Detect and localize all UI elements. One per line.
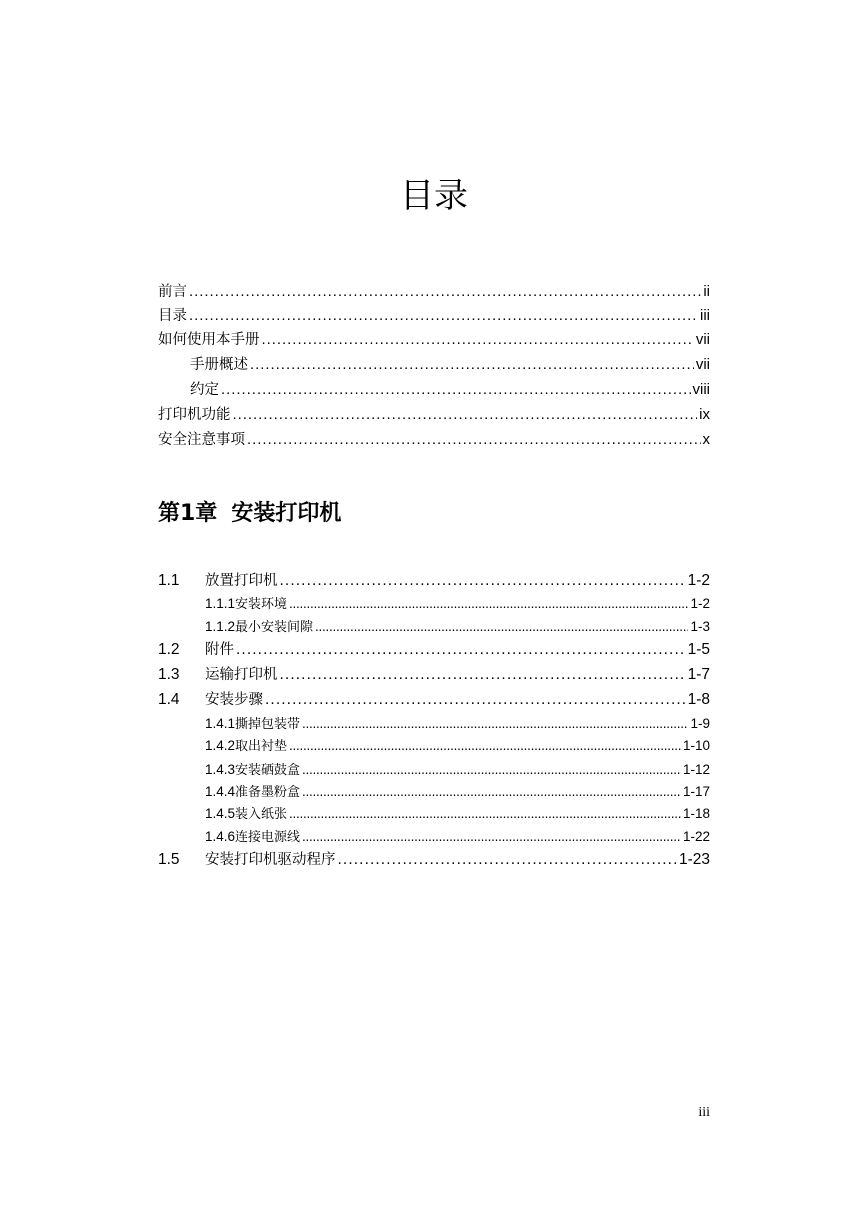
subsection-page: 1-18 — [682, 806, 710, 821]
subsection-label: 装入纸张 — [235, 807, 288, 822]
subsection-label: 安装硒鼓盒 — [235, 763, 301, 778]
dot-leader — [236, 641, 686, 659]
toc-entry-page: ix — [699, 406, 710, 423]
subsection-page: 1-2 — [690, 596, 710, 611]
subsection-page: 1-9 — [690, 716, 710, 731]
toc-entry[interactable] — [158, 428, 710, 449]
footer-page-number: iii — [698, 1105, 710, 1120]
toc-entry-label: 打印机功能 — [158, 407, 231, 423]
toc-entry[interactable] — [158, 378, 710, 399]
subsection-label: 安装环境 — [235, 597, 288, 612]
dot-leader — [302, 762, 681, 777]
toc-entry-label: 安全注意事项 — [158, 432, 245, 448]
section-label: 附件 — [205, 642, 234, 658]
subsection-number: 1.1.2 — [205, 619, 236, 634]
dot-leader — [262, 331, 694, 348]
section-page: 1-2 — [687, 572, 710, 589]
toc-entry-page: vii — [695, 356, 710, 373]
toc-section[interactable] — [158, 848, 710, 869]
toc-entry[interactable] — [158, 403, 710, 424]
chapter-title: 安装打印机 — [231, 501, 342, 526]
section-label: 放置打印机 — [205, 573, 278, 589]
toc-section[interactable] — [158, 638, 710, 659]
subsection-label: 取出衬垫 — [235, 739, 288, 754]
section-page: 1-7 — [687, 666, 710, 683]
page-title: 目录 — [400, 176, 468, 216]
dot-leader — [289, 806, 681, 821]
toc-subsection[interactable] — [158, 759, 710, 778]
dot-leader — [302, 716, 688, 731]
subsection-label: 准备墨粉盒 — [235, 785, 301, 800]
section-label: 安装打印机驱动程序 — [205, 852, 336, 868]
dot-leader — [189, 307, 698, 324]
toc-subsection[interactable] — [158, 781, 710, 800]
toc-subsection[interactable] — [158, 803, 710, 822]
toc-entry-page: iii — [700, 307, 710, 324]
toc-entry-label: 如何使用本手册 — [158, 332, 260, 348]
subsection-label: 撕掉包装带 — [235, 717, 301, 732]
toc-entry-page: viii — [692, 381, 710, 398]
dot-leader — [233, 406, 698, 423]
dot-leader — [302, 829, 681, 844]
dot-leader — [315, 619, 688, 634]
section-page: 1-5 — [687, 641, 710, 658]
dot-leader — [250, 356, 694, 373]
toc-entry-page: ii — [703, 283, 710, 300]
section-number: 1.4 — [158, 691, 180, 708]
toc-entry[interactable] — [158, 280, 710, 301]
chapter-number: 第1章 — [158, 501, 218, 526]
subsection-number: 1.4.1 — [205, 716, 236, 731]
toc-subsection[interactable] — [158, 735, 710, 754]
subsection-page: 1-17 — [682, 784, 710, 799]
toc-entry[interactable] — [158, 304, 710, 325]
dot-leader — [338, 851, 677, 869]
toc-entry-page: vii — [695, 331, 710, 348]
subsection-number: 1.4.3 — [205, 762, 236, 777]
toc-subsection[interactable] — [158, 593, 710, 612]
section-page: 1-23 — [678, 851, 710, 868]
dot-leader — [265, 691, 686, 709]
subsection-label: 连接电源线 — [235, 830, 301, 845]
section-number: 1.1 — [158, 572, 180, 589]
dot-leader — [289, 596, 688, 611]
toc-subsection[interactable] — [158, 826, 710, 845]
subsection-page: 1-12 — [682, 762, 710, 777]
section-number: 1.3 — [158, 666, 180, 683]
toc-entry-label: 手册概述 — [190, 357, 248, 373]
subsection-label: 最小安装间隙 — [235, 620, 314, 635]
toc-entry-label: 前言 — [158, 284, 187, 300]
toc-section[interactable] — [158, 663, 710, 684]
dot-leader — [302, 784, 681, 799]
toc-section[interactable] — [158, 688, 710, 709]
dot-leader — [280, 666, 686, 684]
subsection-number: 1.4.4 — [205, 784, 236, 799]
chapter-heading — [158, 496, 341, 527]
toc-subsection[interactable] — [158, 616, 710, 635]
section-label: 安装步骤 — [205, 692, 263, 708]
toc-subsection[interactable] — [158, 713, 710, 732]
subsection-page: 1-22 — [682, 829, 710, 844]
toc-entry-page: x — [702, 431, 710, 448]
subsection-number: 1.1.1 — [205, 596, 236, 611]
subsection-number: 1.4.5 — [205, 806, 236, 821]
subsection-number: 1.4.6 — [205, 829, 236, 844]
dot-leader — [221, 381, 691, 398]
section-page: 1-8 — [687, 691, 710, 708]
section-number: 1.5 — [158, 851, 180, 868]
toc-entry-label: 约定 — [190, 382, 219, 398]
dot-leader — [280, 572, 686, 590]
toc-entry[interactable] — [158, 353, 710, 374]
section-label: 运输打印机 — [205, 667, 278, 683]
dot-leader — [247, 431, 701, 448]
toc-entry[interactable] — [158, 328, 710, 349]
dot-leader — [289, 738, 681, 753]
section-number: 1.2 — [158, 641, 180, 658]
dot-leader — [189, 283, 701, 300]
toc-section[interactable] — [158, 569, 710, 590]
toc-entry-label: 目录 — [158, 308, 187, 324]
subsection-page: 1-10 — [682, 738, 710, 753]
subsection-number: 1.4.2 — [205, 738, 236, 753]
subsection-page: 1-3 — [690, 619, 710, 634]
